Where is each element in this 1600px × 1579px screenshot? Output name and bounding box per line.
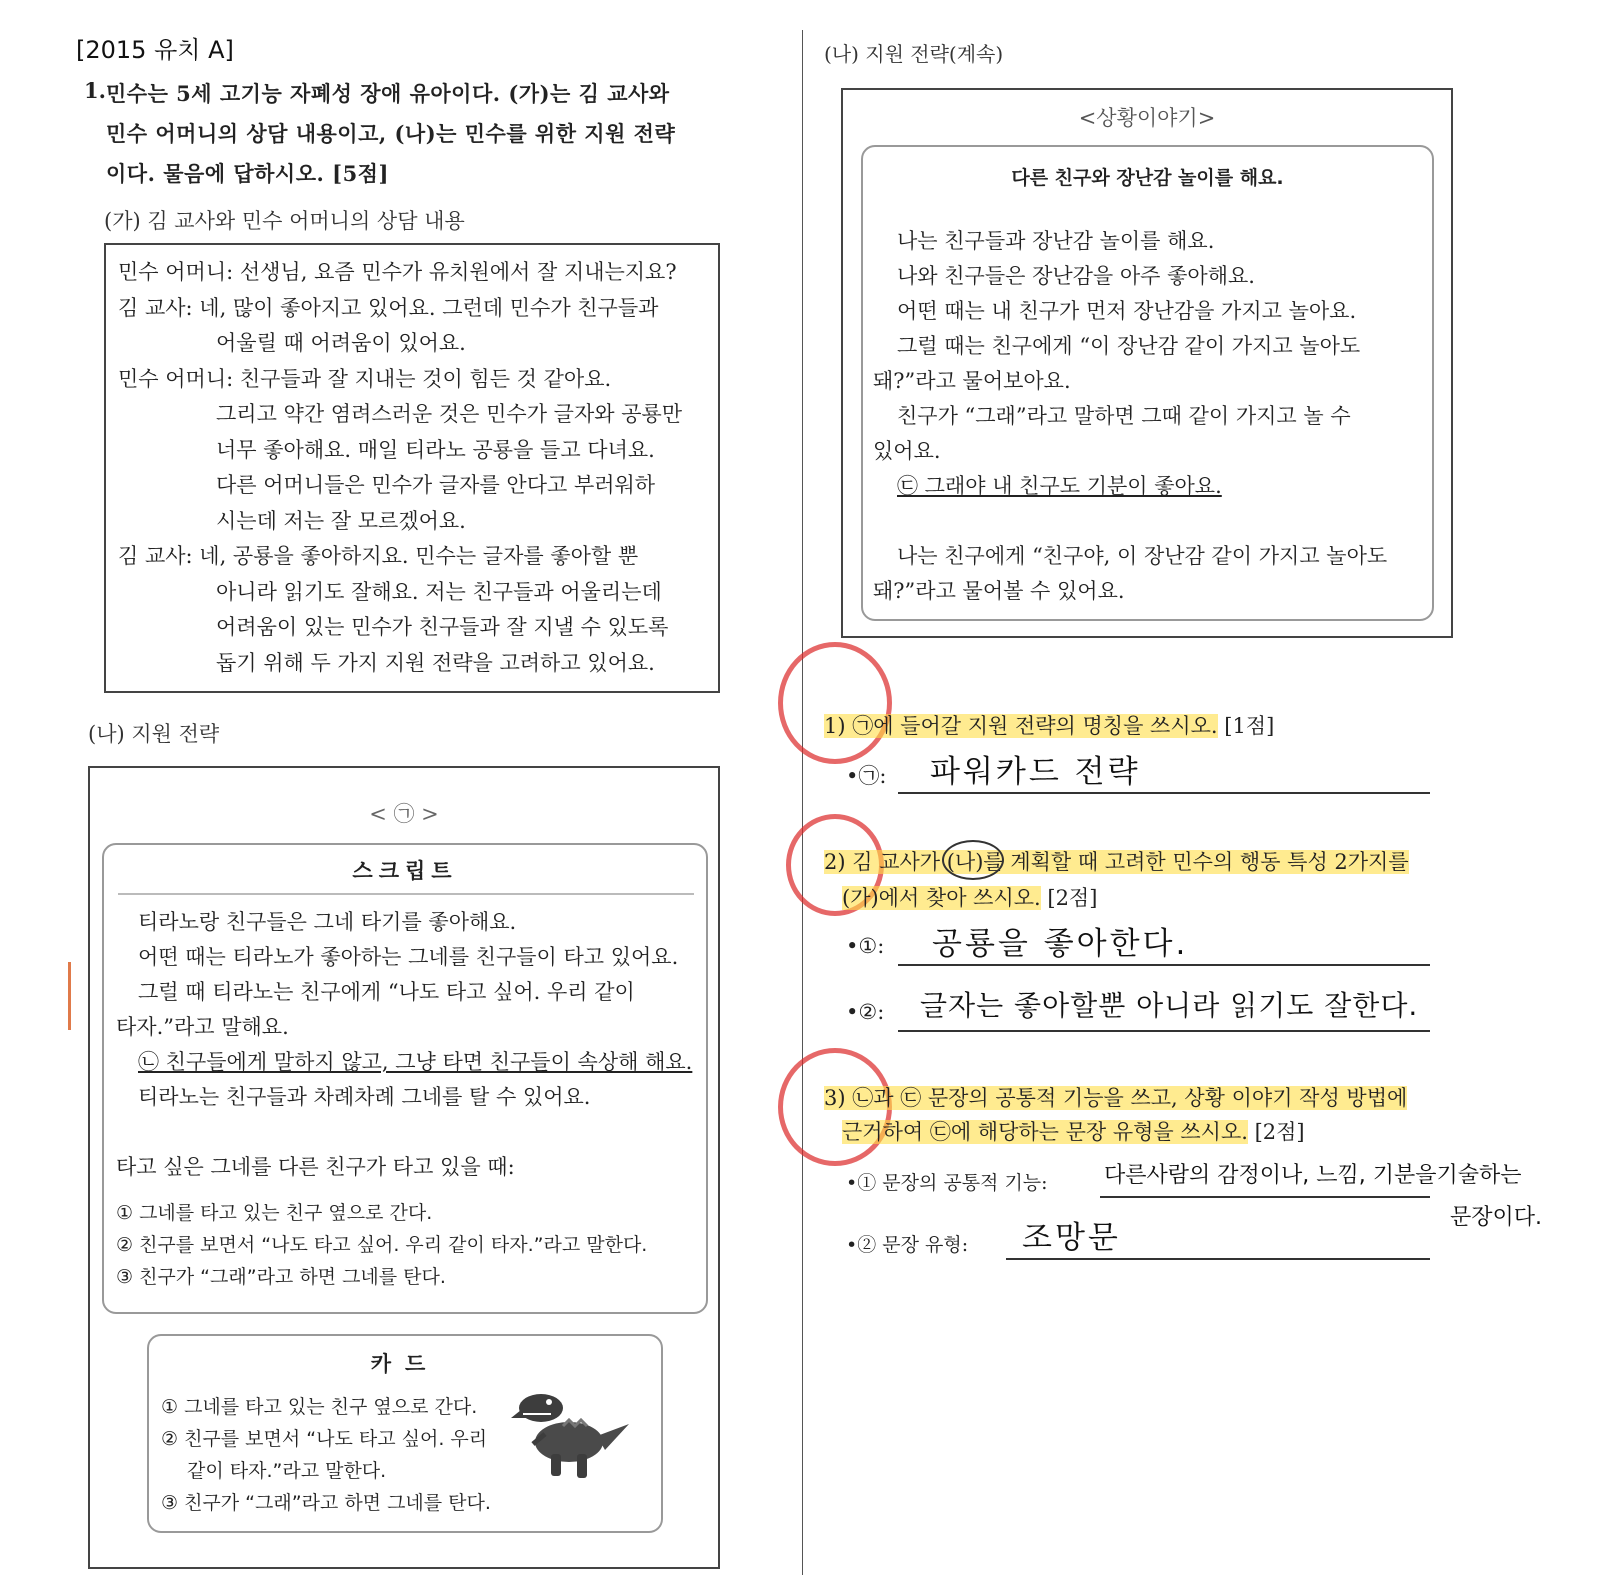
margin-mark [68, 962, 71, 1030]
script-line: 그럴 때 티라노는 친구에게 “나도 타고 싶어. 우리 같이 [138, 980, 635, 1004]
card-step: ③ 친구가 “그래”라고 하면 그네를 탄다. [161, 1492, 491, 1514]
social-story-card [861, 145, 1434, 621]
support-strategy-box [88, 766, 720, 1569]
story-line: 돼?”라고 물어보아요. [873, 369, 1071, 393]
dialog-line: 어울릴 때 어려움이 있어요. [216, 331, 466, 355]
subquestion-3-line1 [824, 1082, 1407, 1112]
story-line: 돼?”라고 물어볼 수 있어요. [873, 579, 1125, 603]
script-card [102, 843, 708, 1314]
answer-line [898, 1030, 1430, 1032]
score: [2점] [1040, 886, 1098, 910]
script-line-underlined: ㉡ 친구들에게 말하지 않고, 그냥 타면 친구들이 속상해 해요. [138, 1050, 693, 1074]
part-a-heading: (가) 김 교사와 민수 어머니의 상담 내용 [104, 209, 465, 233]
script-line: 티라노는 친구들과 차례차례 그네를 탈 수 있어요. [138, 1085, 591, 1109]
subquestion-1 [824, 710, 1274, 740]
dialog-line: 너무 좋아해요. 매일 티라노 공룡을 들고 다녀요. [216, 437, 655, 462]
dialog-line: 네, 많이 좋아지고 있어요. 그런데 민수가 친구들과 [199, 295, 659, 320]
dialog-line: 어려움이 있는 민수가 친구들과 잘 지낼 수 있도록 [216, 615, 669, 639]
highlighted-text: 2) 김 교사가 (나)를 계획할 때 고려한 민수의 행동 특성 2가지를 [824, 850, 1409, 874]
card-step: ① 그네를 타고 있는 친구 옆으로 간다. [161, 1396, 478, 1418]
card-step: ② 친구를 보면서 “나도 타고 싶어. 우리 [161, 1428, 488, 1450]
power-card [147, 1334, 663, 1533]
script-line: 타자.”라고 말해요. [116, 1015, 289, 1039]
card-heading: 카드 [370, 1352, 440, 1376]
red-circle-annotation [778, 642, 892, 764]
story-heading: 다른 친구와 장난감 놀이를 해요. [1011, 167, 1284, 189]
dialog-line: 친구들과 잘 지내는 것이 힘든 것 같아요. [239, 366, 612, 391]
answer-line [898, 792, 1430, 794]
dialog-line: 그리고 약간 염려스러운 것은 민수가 글자와 공룡만 [216, 402, 683, 426]
exam-tag: [2015 유치 A] [76, 36, 234, 64]
counseling-dialog [104, 243, 720, 693]
answer-label: •㉠: [846, 764, 887, 788]
subquestion-3-line2 [842, 1116, 1305, 1146]
social-story-title: <상황이야기> [1078, 106, 1216, 130]
handwritten-answer: 다른사람의 감정이나, 느낌, 기분을기술하는 [1104, 1163, 1522, 1188]
speaker: 민수 어머니: [118, 260, 240, 284]
part-b-heading: (나) 지원 전략 [88, 722, 220, 746]
answer-line [1006, 1258, 1430, 1260]
part-b-cont-heading: (나) 지원 전략(계속) [824, 42, 1004, 66]
story-line: 나는 친구들과 장난감 놀이를 해요. [897, 229, 1215, 253]
story-title: < ㉠ > [369, 802, 439, 826]
dialog-line: 아니라 읽기도 잘해요. 저는 친구들과 어울리는데 [216, 579, 662, 604]
subquestion-2-line2 [842, 882, 1097, 912]
script-line: 어떤 때는 티라노가 좋아하는 그네를 친구들이 타고 있어요. [138, 945, 679, 969]
story-line: 있어요. [873, 439, 941, 463]
script-heading: 스크립트 [352, 859, 458, 883]
script-step: ① 그네를 타고 있는 친구 옆으로 간다. [116, 1202, 433, 1224]
question-line: 이다. 물음에 답하시오. [5점] [106, 161, 389, 186]
answer-line [1100, 1196, 1430, 1198]
dialog-line: 선생님, 요즘 민수가 유치원에서 잘 지내는지요? [239, 260, 677, 284]
column-divider [802, 30, 803, 1575]
dialog-line: 시는데 저는 잘 모르겠어요. [216, 508, 466, 533]
answer-line [898, 964, 1430, 966]
question-line: 민수는 5세 고기능 자폐성 장애 유아이다. (가)는 김 교사와 [106, 81, 670, 106]
story-line-underlined: ㉢ 그래야 내 친구도 기분이 좋아요. [897, 474, 1222, 498]
story-line: 어떤 때는 내 친구가 먼저 장난감을 가지고 놀아요. [897, 299, 1357, 323]
script-step: ② 친구를 보면서 “나도 타고 싶어. 우리 같이 타자.”라고 말한다. [116, 1234, 648, 1256]
story-line: 친구가 “그래”라고 말하면 그때 같이 가지고 놀 수 [897, 404, 1351, 428]
handwritten-answer: 글자는 좋아할뿐 아니라 읽기도 잘한다. [920, 989, 1419, 1022]
answer-label: •② 문장 유형: [846, 1234, 969, 1256]
story-line: 그럴 때는 친구에게 “이 장난감 같이 가지고 놀아도 [897, 334, 1361, 358]
answer-label: •①: [846, 934, 885, 958]
script-line: 티라노랑 친구들은 그네 타기를 좋아해요. [138, 910, 517, 934]
story-line: 나는 친구에게 “친구야, 이 장난감 같이 가지고 놀아도 [897, 544, 1388, 568]
story-line: 나와 친구들은 장난감을 아주 좋아해요. [897, 264, 1255, 288]
pen-circle-annotation [942, 840, 1004, 880]
subquestion-2-line1 [824, 846, 1409, 876]
highlighted-text: 1) ㉠에 들어갈 지원 전략의 명칭을 쓰시오. [824, 714, 1218, 738]
speaker: 김 교사: [118, 295, 200, 320]
speaker: 민수 어머니: [118, 366, 240, 391]
card-step: 같이 타자.”라고 말한다. [187, 1460, 387, 1482]
question-line: 민수 어머니의 상담 내용이고, (나)는 민수를 위한 지원 전략 [106, 121, 676, 146]
handwritten-answer-continued: 문장이다. [1450, 1205, 1543, 1230]
script-prompt: 타고 싶은 그네를 다른 친구가 타고 있을 때: [116, 1155, 515, 1179]
speaker: 김 교사: [118, 544, 200, 568]
question-number: 1. [84, 78, 106, 103]
dialog-line: 네, 공룡을 좋아하지요. 민수는 글자를 좋아할 뿐 [199, 544, 639, 568]
heading-rule [118, 893, 694, 895]
highlighted-text: (가)에서 찾아 쓰시오. [842, 886, 1041, 910]
dinosaur-icon [505, 1384, 633, 1484]
script-step: ③ 친구가 “그래”라고 하면 그네를 탄다. [116, 1266, 446, 1288]
score: [1점] [1217, 714, 1275, 738]
handwritten-answer: 공룡을 좋아한다. [932, 926, 1189, 962]
social-story-box [841, 88, 1453, 638]
dialog-line: 다른 어머니들은 민수가 글자를 안다고 부러워하 [216, 473, 656, 497]
highlighted-text: 3) ㉡과 ㉢ 문장의 공통적 기능을 쓰고, 상황 이야기 작성 방법에 [824, 1086, 1408, 1110]
score: [2점] [1247, 1120, 1305, 1144]
handwritten-answer: 조망문 [1022, 1220, 1121, 1256]
highlighted-text: 근거하여 ㉢에 해당하는 문장 유형을 쓰시오. [842, 1120, 1248, 1144]
answer-label: •②: [846, 1000, 885, 1024]
dialog-line: 돕기 위해 두 가지 지원 전략을 고려하고 있어요. [216, 650, 655, 675]
handwritten-answer: 파워카드 전략 [930, 754, 1141, 790]
answer-label: •① 문장의 공통적 기능: [846, 1172, 1048, 1194]
